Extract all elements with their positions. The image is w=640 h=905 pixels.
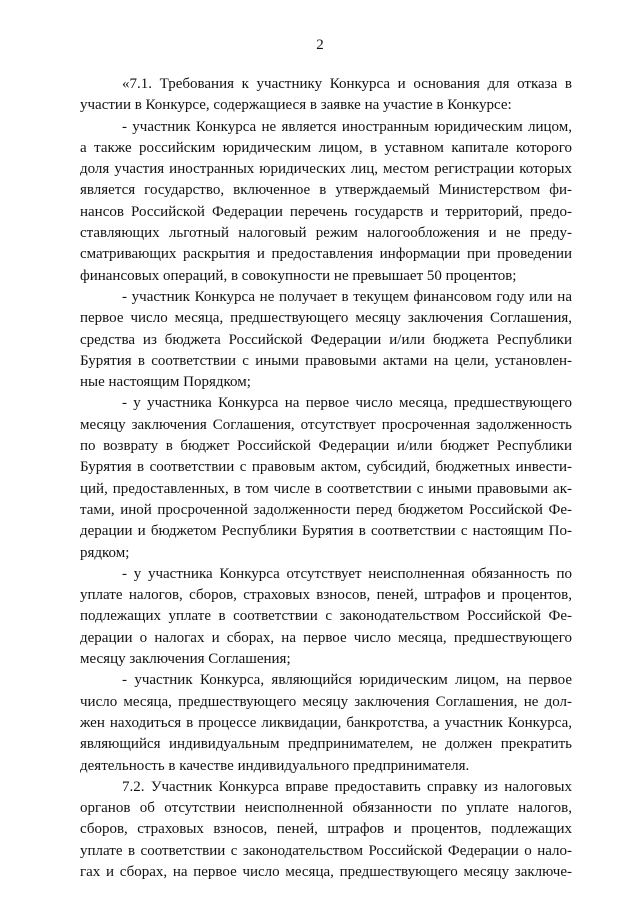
- text-line: уплате в соответствии с законодательством Российской Федерации о нало-: [80, 842, 572, 859]
- page-number: 2: [316, 37, 324, 53]
- requirement-no-tax-obligation: [80, 564, 572, 670]
- text-line: ций, предоставленных, в том числе в соответствии с иными правовыми ак-: [80, 480, 572, 497]
- text-line: участии в Конкурсе, содержащиеся в заявке на участие в Конкурсе:: [80, 97, 512, 114]
- text-line: доля участия иностранных юридических лиц, местом регистрации которых: [80, 161, 572, 178]
- text-line: - участник Конкурса, являющийся юридическим лицом, на первое: [122, 672, 572, 689]
- section-7-2: [80, 777, 572, 883]
- text-line: число месяца, предшествующего месяцу заключения Соглашения, не дол-: [80, 693, 572, 710]
- text-line: гах и сборах, на первое число месяца, предшествующего месяцу заключе-: [80, 863, 572, 880]
- text-line: являющийся индивидуальным предпринимателем, не должен прекратить: [80, 736, 572, 753]
- requirement-no-liquidation: [80, 670, 572, 776]
- section-7-1-heading: [80, 74, 572, 117]
- text-line: органов об отсутствии неисполненной обязанности по уплате налогов,: [80, 800, 572, 817]
- text-line: месяцу заключения Соглашения;: [80, 651, 291, 668]
- text-line: первое число месяца, предшествующего месяцу заключения Соглашения,: [80, 310, 572, 327]
- text-line: финансовых операций, в совокупности не превышает 50 процентов;: [80, 267, 517, 284]
- text-line: сматривающих раскрытия и предоставления информации при проведении: [80, 246, 572, 263]
- text-line: подлежащих уплате в соответствии с законодательством Российской Фе-: [80, 608, 572, 625]
- text-line: средства из бюджета Российской Федерации и/или бюджета Республики: [80, 331, 572, 348]
- text-line: рядком;: [80, 544, 130, 561]
- text-line: сборов, страховых взносов, пеней, штрафов и процентов, подлежащих: [80, 821, 572, 838]
- requirement-no-overdue-debt: [80, 393, 572, 563]
- text-line: - у участника Конкурса на первое число месяца, предшествующего: [122, 395, 572, 412]
- text-line: дерации и бюджетом Республики Бурятия в соответствии с настоящим По-: [80, 523, 572, 540]
- requirement-no-budget-funds: [80, 287, 572, 393]
- text-line: по возврату в бюджет Российской Федерации и/или бюджет Республики: [80, 438, 572, 455]
- text-line: - у участника Конкурса отсутствует неисполненная обязанность по: [122, 565, 572, 582]
- text-line: Бурятия в соответствии с иными правовыми актами на цели, установлен-: [80, 352, 572, 369]
- text-line: нансов Российской Федерации перечень государств и территорий, предо-: [80, 203, 572, 220]
- text-line: - участник Конкурса не получает в текущем финансовом году или на: [122, 288, 572, 305]
- text-line: тами, иной просроченной задолженности перед бюджетом Российской Фе-: [80, 501, 572, 518]
- text-line: уплате налогов, сборов, страховых взносов, пеней, штрафов и процентов,: [80, 587, 572, 604]
- text-line: ставляющих льготный налоговый режим налогообложения и не преду-: [80, 225, 572, 242]
- text-line: Бурятия в соответствии с правовым актом, субсидий, бюджетных инвести-: [80, 459, 572, 476]
- text-line: 7.2. Участник Конкурса вправе предоставить справку из налоговых: [122, 778, 572, 795]
- text-line: «7.1. Требования к участнику Конкурса и основания для отказа в: [122, 76, 572, 92]
- text-line: ные настоящим Порядком;: [80, 374, 251, 391]
- text-line: деятельность в качестве индивидуального предпринимателя.: [80, 757, 470, 774]
- text-line: жен находиться в процессе ликвидации, банкротства, а участник Конкурса,: [80, 714, 572, 731]
- document-body: [80, 74, 572, 883]
- text-line: месяцу заключения Соглашения, отсутствует просроченная задолженность: [80, 416, 572, 433]
- text-line: является государство, включенное в утверждаемый Министерством фи-: [80, 182, 572, 199]
- text-line: а также российским юридическим лицом, в уставном капитале которого: [80, 139, 572, 156]
- text-line: - участник Конкурса не является иностранным юридическим лицом,: [122, 118, 572, 135]
- requirement-foreign-entity: [80, 117, 572, 287]
- text-line: дерации о налогах и сборах, на первое число месяца, предшествующего: [80, 629, 572, 646]
